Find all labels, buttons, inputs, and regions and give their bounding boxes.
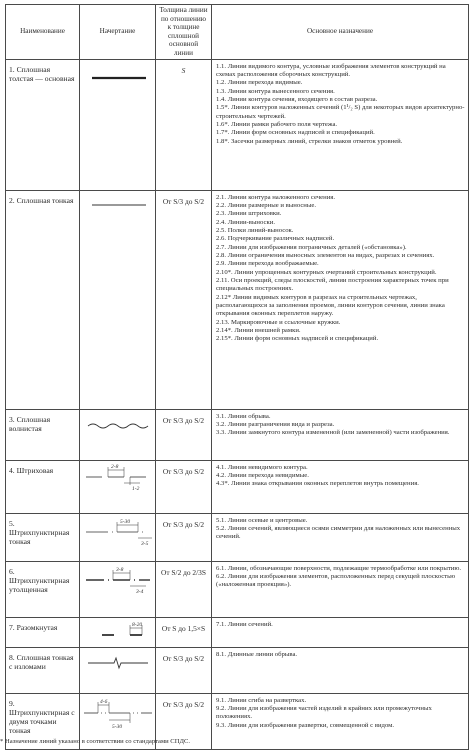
purpose-item: 2.5. Полки линий-выносок. [216,226,294,234]
page [5,4,468,750]
header-purpose: Основное назначение [212,5,469,60]
dim-label: 3-5 [141,540,149,547]
row-drawing [80,190,156,409]
purpose-item: 1.1. Линии видимого контура, условные изображения элементов конструкций на схемах расположения сборочных конструкций. [216,62,446,78]
dim-label: 8-20 [132,621,143,628]
row-thickness: От S/3 до S/2 [156,647,212,693]
dim-label: 5-30 [120,518,131,525]
purpose-item: 3.1. Линии обрыва. [216,412,271,420]
purpose-item: 4.3*. Линии знака открывания оконных переплетов внутрь помещения. [216,480,419,488]
row-purpose [212,693,469,749]
header-thickness: Толщина линии по отношению к толщине сплошной основной линии [156,5,212,60]
purpose-item: 6.2. Линии для изображения элементов, расположенных перед секущей плоскостью («наложенная проекция»). [216,572,456,589]
row-name: 2. Сплошная тонкая [6,190,80,409]
purpose-item: 2.12* Линии видимых контуров в разрезах на строительных чертежах, располагающихся за заполнения проемов, линии контуров сечения, линии знака открывания оконных переплетов наружу. [216,293,445,318]
table-row [6,647,469,693]
row-name: 1. Сплошная толстая — основная [6,59,80,190]
table-row [6,617,469,647]
purpose-item: 1.2. Линии перехода видимые. [216,79,303,87]
row-purpose [212,59,469,190]
header-name: Наименование [6,5,80,60]
purpose-item: 3.2. Линии разграничения вида и разреза. [216,420,335,428]
dim-label: 2-8 [111,463,119,470]
table-row [6,409,469,460]
row-name: 9. Штрихпунктирная с двумя точками тонкая [6,693,80,749]
dash-dot-thin-line-icon [80,514,156,554]
purpose-item: 1.3. Линии контура вынесенного сечения. [216,87,335,95]
row-purpose [212,647,469,693]
purpose-item: 2.14*. Линии внешней рамки. [216,327,301,335]
purpose-item: 2.8. Линии ограничения выносных элементов на видах, разрезах и сечениях. [216,251,435,259]
dim-label: 3-8 [116,566,124,573]
row-thickness: От S/3 до S/2 [156,460,212,513]
row-drawing [80,460,156,513]
purpose-item: 9.3. Линии для изображения развертки, совмещенной с видом. [216,721,395,729]
row-thickness: От S до 1,5×S [156,617,212,647]
zigzag-line-icon [80,648,156,678]
purpose-item: 2.9. Линии перехода воображаемые. [216,260,319,268]
dash-two-dots-line-icon [80,694,156,738]
row-purpose [212,409,469,460]
purpose-item: 2.15*. Линии форм основных надписей и спецификаций. [216,335,379,343]
purpose-item: 2.1. Линии контура наложенного сечения. [216,193,336,201]
dim-label: 1-2 [132,485,140,492]
purpose-item: 4.2. Линии перехода невидимые. [216,471,309,479]
solid-thick-line-icon [80,60,156,100]
row-purpose [212,190,469,409]
purpose-item: 2.2. Линии размерные и выносные. [216,201,317,209]
purpose-item: 1.4. Линии контура сечения, входящего в состав разреза. [216,95,378,103]
row-thickness: S [156,59,212,190]
line-types-table [5,4,469,750]
row-thickness: От S/3 до S/2 [156,513,212,561]
row-purpose [212,561,469,617]
purpose-item: 3.3. Линии замкнутого контура измененной (или замененной) части изображения. [216,429,450,437]
purpose-item: 2.3. Линии штриховки. [216,210,282,218]
purpose-item: 6.1. Линии, обозначающие поверхности, подлежащие термообработке или покрытию. [216,564,462,572]
row-purpose [212,460,469,513]
purpose-item: 5.2. Линии сечений, являющиеся осями симметрии для наложенных или вынесенных сечений. [216,524,461,541]
row-purpose [212,617,469,647]
purpose-item: 1.5*. Линии контуров наложенных сечений (1¹/₂ S) для некоторых видов архитектурно-строительных чертежей. [216,104,465,120]
row-name: 5. Штрихпунктирная тонкая [6,513,80,561]
open-section-line-icon [80,618,156,646]
row-name: 3. Сплошная волнистая [6,409,80,460]
row-thickness: От S/3 до S/2 [156,693,212,749]
purpose-item: 1.7*. Линии форм основных надписей и спецификаций. [216,129,375,137]
row-drawing [80,513,156,561]
row-thickness: От S/2 до 2/3S [156,561,212,617]
row-drawing [80,647,156,693]
purpose-item: 2.4. Линии-выноски. [216,218,275,226]
purpose-item: 2.13. Маркировочные и ссылочные кружки. [216,318,341,326]
table-row [6,561,469,617]
dim-label: 4-6 [100,698,108,705]
row-drawing [80,59,156,190]
footnote: * Назначение линий указано в соответствии со стандартами СПДС. [0,738,191,745]
purpose-item: 2.7. Линии для изображения пограничных деталей («обстановка»). [216,243,407,251]
row-drawing [80,561,156,617]
table-row [6,513,469,561]
table-row [6,460,469,513]
solid-thin-line-icon [80,191,156,231]
row-name: 4. Штриховая [6,460,80,513]
row-name: 8. Сплошная тонкая с изломами [6,647,80,693]
purpose-item: 2.6. Подчеркивание различных надписей. [216,235,335,243]
table-row [6,190,469,409]
table-header-row [6,5,469,60]
wavy-line-icon [80,410,156,440]
purpose-item: 4.1. Линии невидимого контура. [216,463,308,471]
row-drawing [80,409,156,460]
purpose-item: 2.10*. Линии упрощенных контурных очертаний строительных конструкций. [216,268,437,276]
table-row [6,59,469,190]
purpose-item: 1.8*. Засечки размерных линий, стрелки знаков отметок уровней. [216,137,403,145]
purpose-item: 1.6*. Линии рамки рабочего поля чертежа. [216,120,338,128]
purpose-item: 9.2. Линии для изображения частей изделий в крайних или промежуточных положениях. [216,704,432,721]
row-purpose [212,513,469,561]
purpose-item: 5.1. Линии осевые и центровые. [216,516,308,524]
dim-label: 5-30 [112,723,123,730]
purpose-item: 7.1. Линии сечений. [216,620,273,628]
purpose-item: 8.1. Длинные линии обрыва. [216,650,298,658]
dim-label: 3-4 [136,588,144,595]
dashed-line-icon [80,461,156,501]
purpose-item: 2.11. Оси проекций, следы плоскостей, линии построения характерных точек при специальных построениях. [216,277,449,293]
row-name: 7. Разомкнутая [6,617,80,647]
row-thickness: От S/3 до S/2 [156,190,212,409]
row-thickness: От S/3 до S/2 [156,409,212,460]
row-name: 6. Штрихпунктирная утолщенная [6,561,80,617]
header-drawing: Начертание [80,5,156,60]
dash-dot-thick-line-icon [80,562,156,602]
purpose-item: 9.1. Линии сгиба на развертках. [216,696,307,704]
row-drawing [80,617,156,647]
